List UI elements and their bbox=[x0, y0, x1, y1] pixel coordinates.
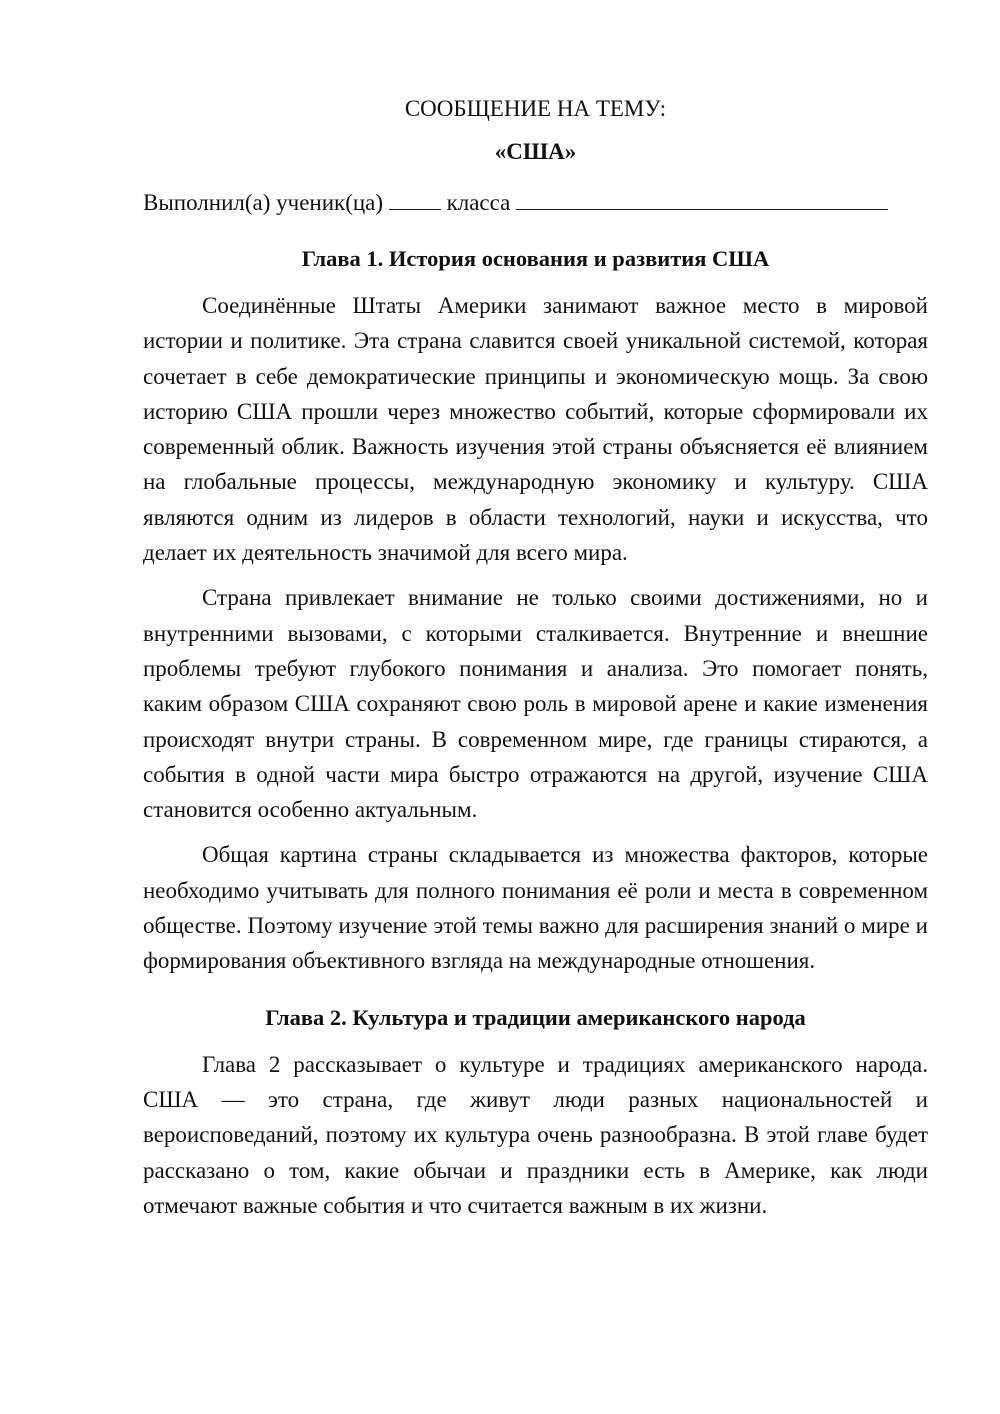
chapter-1-paragraph-1: Соединённые Штаты Америки занимают важное место в мировой истории и политике. Эта страна славится своей уникальной системой, которая сочетает в себе демократические принципы и экономическую мощь. За свою историю США прошли через множество событий, которые сформировали их современный облик. Важность изучения этой страны объясняется её влиянием на глобальные процессы, международную экономику и культуру. США являются одним из лидеров в области технологий, науки и искусства, что делает их деятельность значимой для всего мира. bbox=[143, 293, 928, 566]
class-blank bbox=[389, 187, 441, 210]
document-subject: «США» bbox=[494, 139, 577, 164]
author-middle: класса bbox=[446, 190, 511, 215]
document-title: СООБЩЕНИЕ НА ТЕМУ: bbox=[404, 96, 667, 121]
chapter-2-heading: Глава 2. Культура и традиции американского народа bbox=[265, 1004, 806, 1030]
name-blank bbox=[516, 187, 888, 210]
chapter-1-paragraph-3: Общая картина страны складывается из множества факторов, которые необходимо учитывать для полного понимания её роли и места в современном обществе. Поэтому изучение этой темы важно для расширения знаний о мире и формирования объективного взгляда на международные отношения. bbox=[143, 842, 928, 974]
author-line bbox=[143, 186, 928, 220]
document-page bbox=[143, 92, 928, 1223]
chapter-2-paragraph-1: Глава 2 рассказывает о культуре и традициях американского народа. США — это страна, где живут люди разных национальностей и вероисповеданий, поэтому их культура очень разнообразна. В этой главе будет рассказано о том, какие обычаи и праздники есть в Америке, как люди отмечают важные события и что считается важным в их жизни. bbox=[143, 1051, 928, 1218]
chapter-1-heading: Глава 1. История основания и развития США bbox=[301, 246, 770, 271]
author-prefix: Выполнил(а) ученик(ца) bbox=[143, 190, 384, 215]
chapter-1-paragraph-2: Страна привлекает внимание не только своими достижениями, но и внутренними вызовами, с которыми сталкивается. Внутренние и внешние проблемы требуют глубокого понимания и анализа. Это помогает понять, каким образом США сохраняют свою роль в мировой арене и какие изменения происходят внутри страны. В современном мире, где границы стираются, а события в одной части мира быстро отражаются на другой, изучение США становится особенно актуальным. bbox=[143, 585, 928, 823]
